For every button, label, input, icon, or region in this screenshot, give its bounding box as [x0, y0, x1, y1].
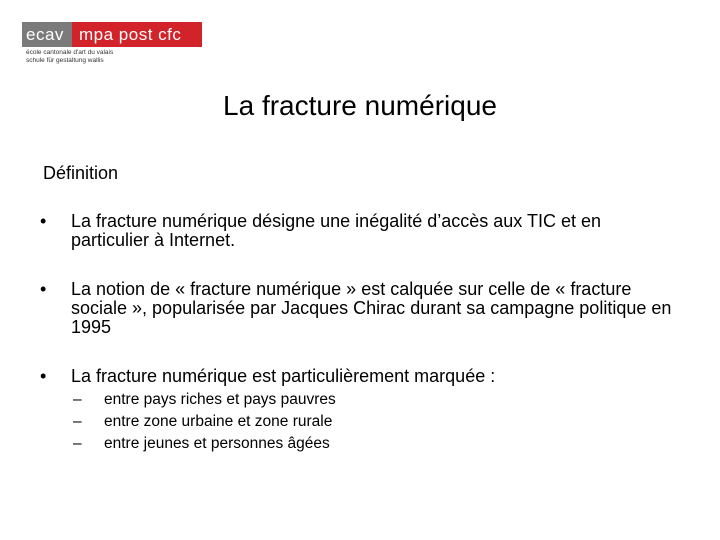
bullet-text: La notion de « fracture numérique » est calquée sur celle de « fracture sociale », popularisée par Jacques Chirac durant sa campagne politique en 1995 [71, 279, 672, 337]
logo-subtitle-fr: école cantonale d'art du valais [26, 49, 114, 56]
bullet-item [40, 280, 680, 337]
sub-bullet-text: entre pays riches et pays pauvres [104, 391, 336, 408]
bullet-item [40, 212, 680, 250]
logo-subtitle-de: schule für gestaltung wallis [26, 57, 104, 64]
sub-bullet-dash: – [73, 435, 82, 452]
bullet-item [40, 367, 680, 386]
bullet-dot: • [40, 211, 47, 231]
logo-mpa-post-cfc: mpa post cfc [72, 22, 202, 47]
sub-bullet-text: entre zone urbaine et zone rurale [104, 413, 333, 430]
bullet-text: La fracture numérique est particulièrement marquée : [71, 366, 496, 386]
sub-bullet-dash: – [73, 413, 82, 430]
sub-bullet-text: entre jeunes et personnes âgées [104, 435, 330, 452]
slide-title: La fracture numérique [223, 90, 497, 121]
logo-ecav: ecav [22, 22, 72, 47]
bullet-text: La fracture numérique désigne une inégalité d’accès aux TIC et en particulier à Internet. [71, 211, 601, 250]
definition-heading: Définition [43, 163, 119, 183]
school-logo [22, 22, 202, 70]
bullet-dot: • [40, 279, 47, 299]
logo-bar [22, 22, 202, 47]
sub-bullet-dash: – [73, 391, 82, 408]
bullet-dot: • [40, 366, 47, 386]
